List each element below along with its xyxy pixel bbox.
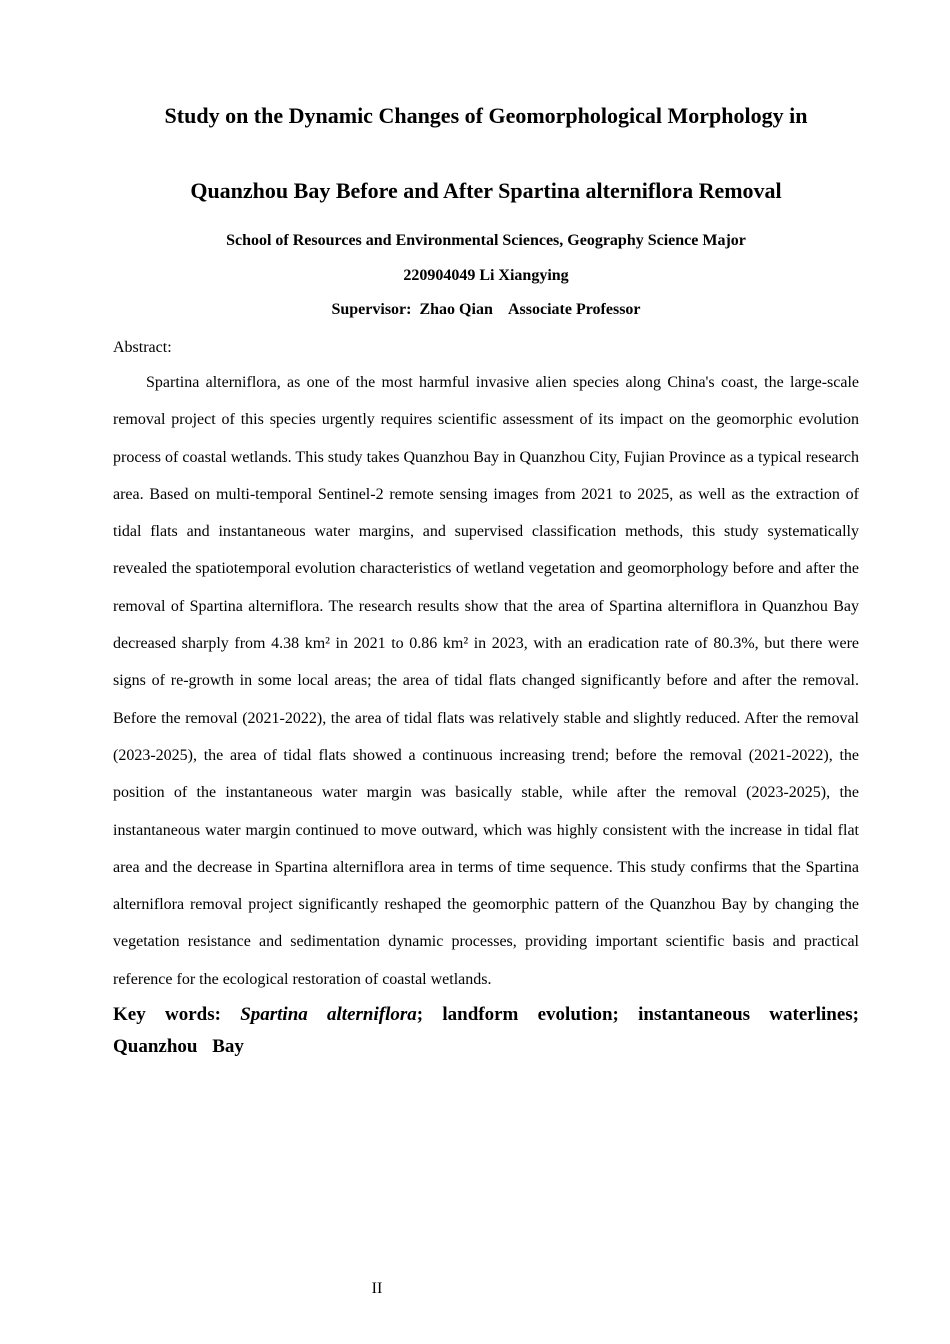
- page-number: II: [371, 1280, 383, 1297]
- paper-title-line-1: Study on the Dynamic Changes of Geomorphological Morphology in: [164, 103, 808, 128]
- paper-title-line-2: Quanzhou Bay Before and After Spartina alterniflora Removal: [190, 178, 782, 203]
- author-supervisor: Supervisor: Zhao Qian Associate Professor: [331, 301, 641, 318]
- author-student: 220904049 Li Xiangying: [403, 267, 569, 284]
- abstract-label: Abstract:: [113, 339, 172, 356]
- keywords-italic-term: Spartina alterniflora: [240, 1004, 417, 1025]
- author-school: School of Resources and Environmental Sciences, Geography Science Major: [226, 232, 746, 249]
- keywords: [113, 999, 859, 1063]
- keywords-rest: ; landform evolution; instantaneous waterlines; Quanzhou Bay: [113, 1004, 860, 1057]
- abstract-body: Spartina alterniflora, as one of the most harmful invasive alien species along China's coast, the large-scale removal project of this species urgently requires scientific assessment of its impact on the geomorphic evolution process of coastal wetlands. This study takes Quanzhou Bay in Quanzhou City, Fujian Province as a typical research area. Based on multi-temporal Sentinel-2 remote sensing images from 2021 to 2025, as well as the extraction of tidal flats and instantaneous water margins, and supervised classification methods, this study systematically revealed the spatiotemporal evolution characteristics of wetland vegetation and geomorphology before and after the removal of Spartina alterniflora. The research results show that the area of Spartina alterniflora in Quanzhou Bay decreased sharply from 4.38 km² in 2021 to 0.86 km² in 2023, with an eradication rate of 80.3%, but there were signs of re-growth in some local areas; the area of tidal flats changed significantly before and after the removal. Before the removal (2021-2022), the area of tidal flats was relatively stable and slightly reduced. After the removal (2023-2025), the area of tidal flats showed a continuous increasing trend; before the removal (2021-2022), the position of the instantaneous water margin was basically stable, while after the removal (2023-2025), the instantaneous water margin continued to move outward, which was highly consistent with the increase in tidal flat area and the decrease in Spartina alterniflora area in terms of time sequence. This study confirms that the Spartina alterniflora removal project significantly reshaped the geomorphic pattern of the Quanzhou Bay by changing the vegetation resistance and sedimentation dynamic processes, providing important scientific basis and practical reference for the ecological restoration of coastal wetlands.: [113, 374, 859, 988]
- keywords-label: Key words:: [113, 1004, 221, 1025]
